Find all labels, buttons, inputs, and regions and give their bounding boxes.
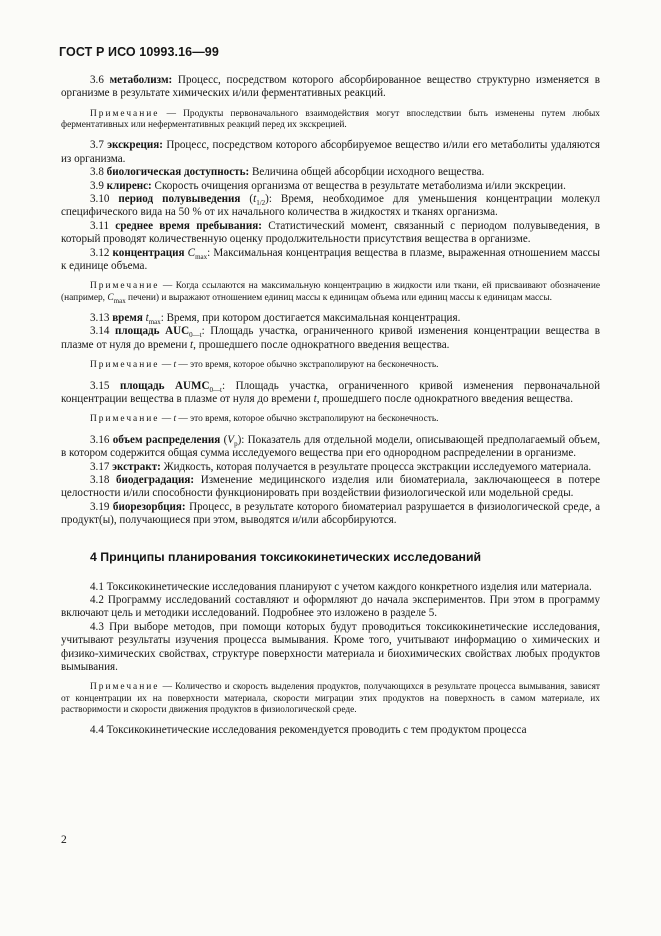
definition-3-18: 3.18 биодеградация: Изменение медицинского изделия или биоматериала, заключающееся в потере целостности и/или способности функционировать при воздействии физиологической или модельной среды. <box>61 473 600 500</box>
definition-3-10: 3.10 период полувыведения $(t_{1/2})$: Время, необходимое для уменьшения концентрации молекул специфического вида на 50 % от их начального количества в жидкостях и тканях организма. <box>61 193 600 219</box>
paragraph-4-3: 4.3 При выборе методов, при помощи которых будут проводиться токсикокинетические исследования, учитывают результаты изучения процесса вымывания. Кроме того, учитывают информацию о химических и физико-химических свойствах, структуре поверхности материала и биохимических свойствах любых продуктов вымывания. <box>61 620 600 673</box>
definition-3-19: 3.19 биорезорбция: Процесс, в результате которого биоматериал разрушается в физиологической среде, а продукт(ы), получающиеся при этом, выводятся и/или абсорбируются. <box>61 500 600 527</box>
page-number: 2 <box>61 834 67 846</box>
paragraph-4-2: 4.2 Программу исследований составляют и оформляют до начала экспериментов. При этом в программу включают цель и методики исследований. Подробнее это изложено в разделе 5. <box>61 593 600 620</box>
page-content <box>61 74 600 738</box>
definition-3-16: 3.16 объем распределения $(V_p)$: Показатель для отдельной модели, описывающей предполагаемый объем, в котором содержится общая сумма исследуемого вещества при его однородном распределении в организме. <box>61 433 601 460</box>
page-header: ГОСТ Р ИСО 10993.16—99 <box>59 45 219 59</box>
definition-3-9: 3.9 клиренс: Скорость очищения организма от вещества в результате метаболизма и/или экскреции. <box>90 179 566 192</box>
definition-3-8: 3.8 биологическая доступность: Величина общей абсорбции исходного вещества. <box>90 166 485 179</box>
note-3-14: Примечание — t — это время, которое обычно экстраполируют на бесконечность. <box>90 360 439 371</box>
definition-3-7: 3.7 экскреция: Процесс, посредством которого абсорбируемое вещество и/или его метаболиты удаляются из организма. <box>61 139 600 165</box>
note-4-3: Примечание — Количество и скорость выделения продуктов, получающихся в результате процесса вымывания, зависят от концентрации их на поверхности материала, скорости миграции этих продуктов на поверхность в самом материале, их растворимости и скорости движения продуктов в физиологической среде. <box>61 682 600 715</box>
definition-3-6: 3.6 метаболизм: Процесс, посредством которого абсорбированное вещество структурно изменяется в организме в результате химических и/или ферментативных реакций. <box>61 74 600 100</box>
note-3-15: Примечание — t — это время, которое обычно экстраполируют на бесконечность. <box>90 414 439 425</box>
section-4-heading: 4 Принципы планирования токсикокинетических исследований <box>90 549 482 564</box>
definition-3-15: 3.15 площадь $AUMC_{0—t}$: Площадь участка, ограниченного кривой изменения первоначальной концентрации вещества в плазме от нуля до времени t, прошедшего после однократного введения вещества. <box>61 379 601 405</box>
definition-3-11: 3.11 среднее время пребывания: Статистический момент, связанный с периодом полувыведения, в который проводят количественную оценку продолжительности присутствия вещества в организме. <box>61 219 600 246</box>
definition-3-14: 3.14 площадь $AUC_{0—t}$: Площадь участка, ограниченного кривой изменения концентрации вещества в плазме от нуля до времени t, прошедшего после однократного введения вещества. <box>61 325 600 351</box>
definition-3-17: 3.17 экстракт: Жидкость, которая получается в результате процесса экстракции исследуемого материала. <box>90 460 592 473</box>
note-3-6: Примечание — Продукты первоначального взаимодействия могут впоследствии быть изменены путем любых ферментативных или неферментативных реакций перед их экскрецией. <box>61 108 600 131</box>
paragraph-4-1: 4.1 Токсикокинетические исследования планируют с учетом каждого конкретного изделия или материала. <box>90 580 592 593</box>
definition-3-12: 3.12 концентрация $C_{max}$: Максимальная концентрация вещества в плазме, выраженная отношением массы к единице объема. <box>61 246 600 273</box>
paragraph-4-4: 4.4 Токсикокинетические исследования рекомендуется проводить с тем продуктом процесса <box>90 724 527 737</box>
definition-3-13: 3.13 время $t_{max}$: Время, при котором достигается максимальная концентрация. <box>90 312 461 327</box>
note-3-12: Примечание — Когда ссылаются на максимальную концентрацию в жидкости или ткани, ей присваивают обозначение (например, $C_{max}$ печени) и выражают отношением единиц массы к единицам объема или единиц массы к единицам массы. <box>61 281 600 305</box>
